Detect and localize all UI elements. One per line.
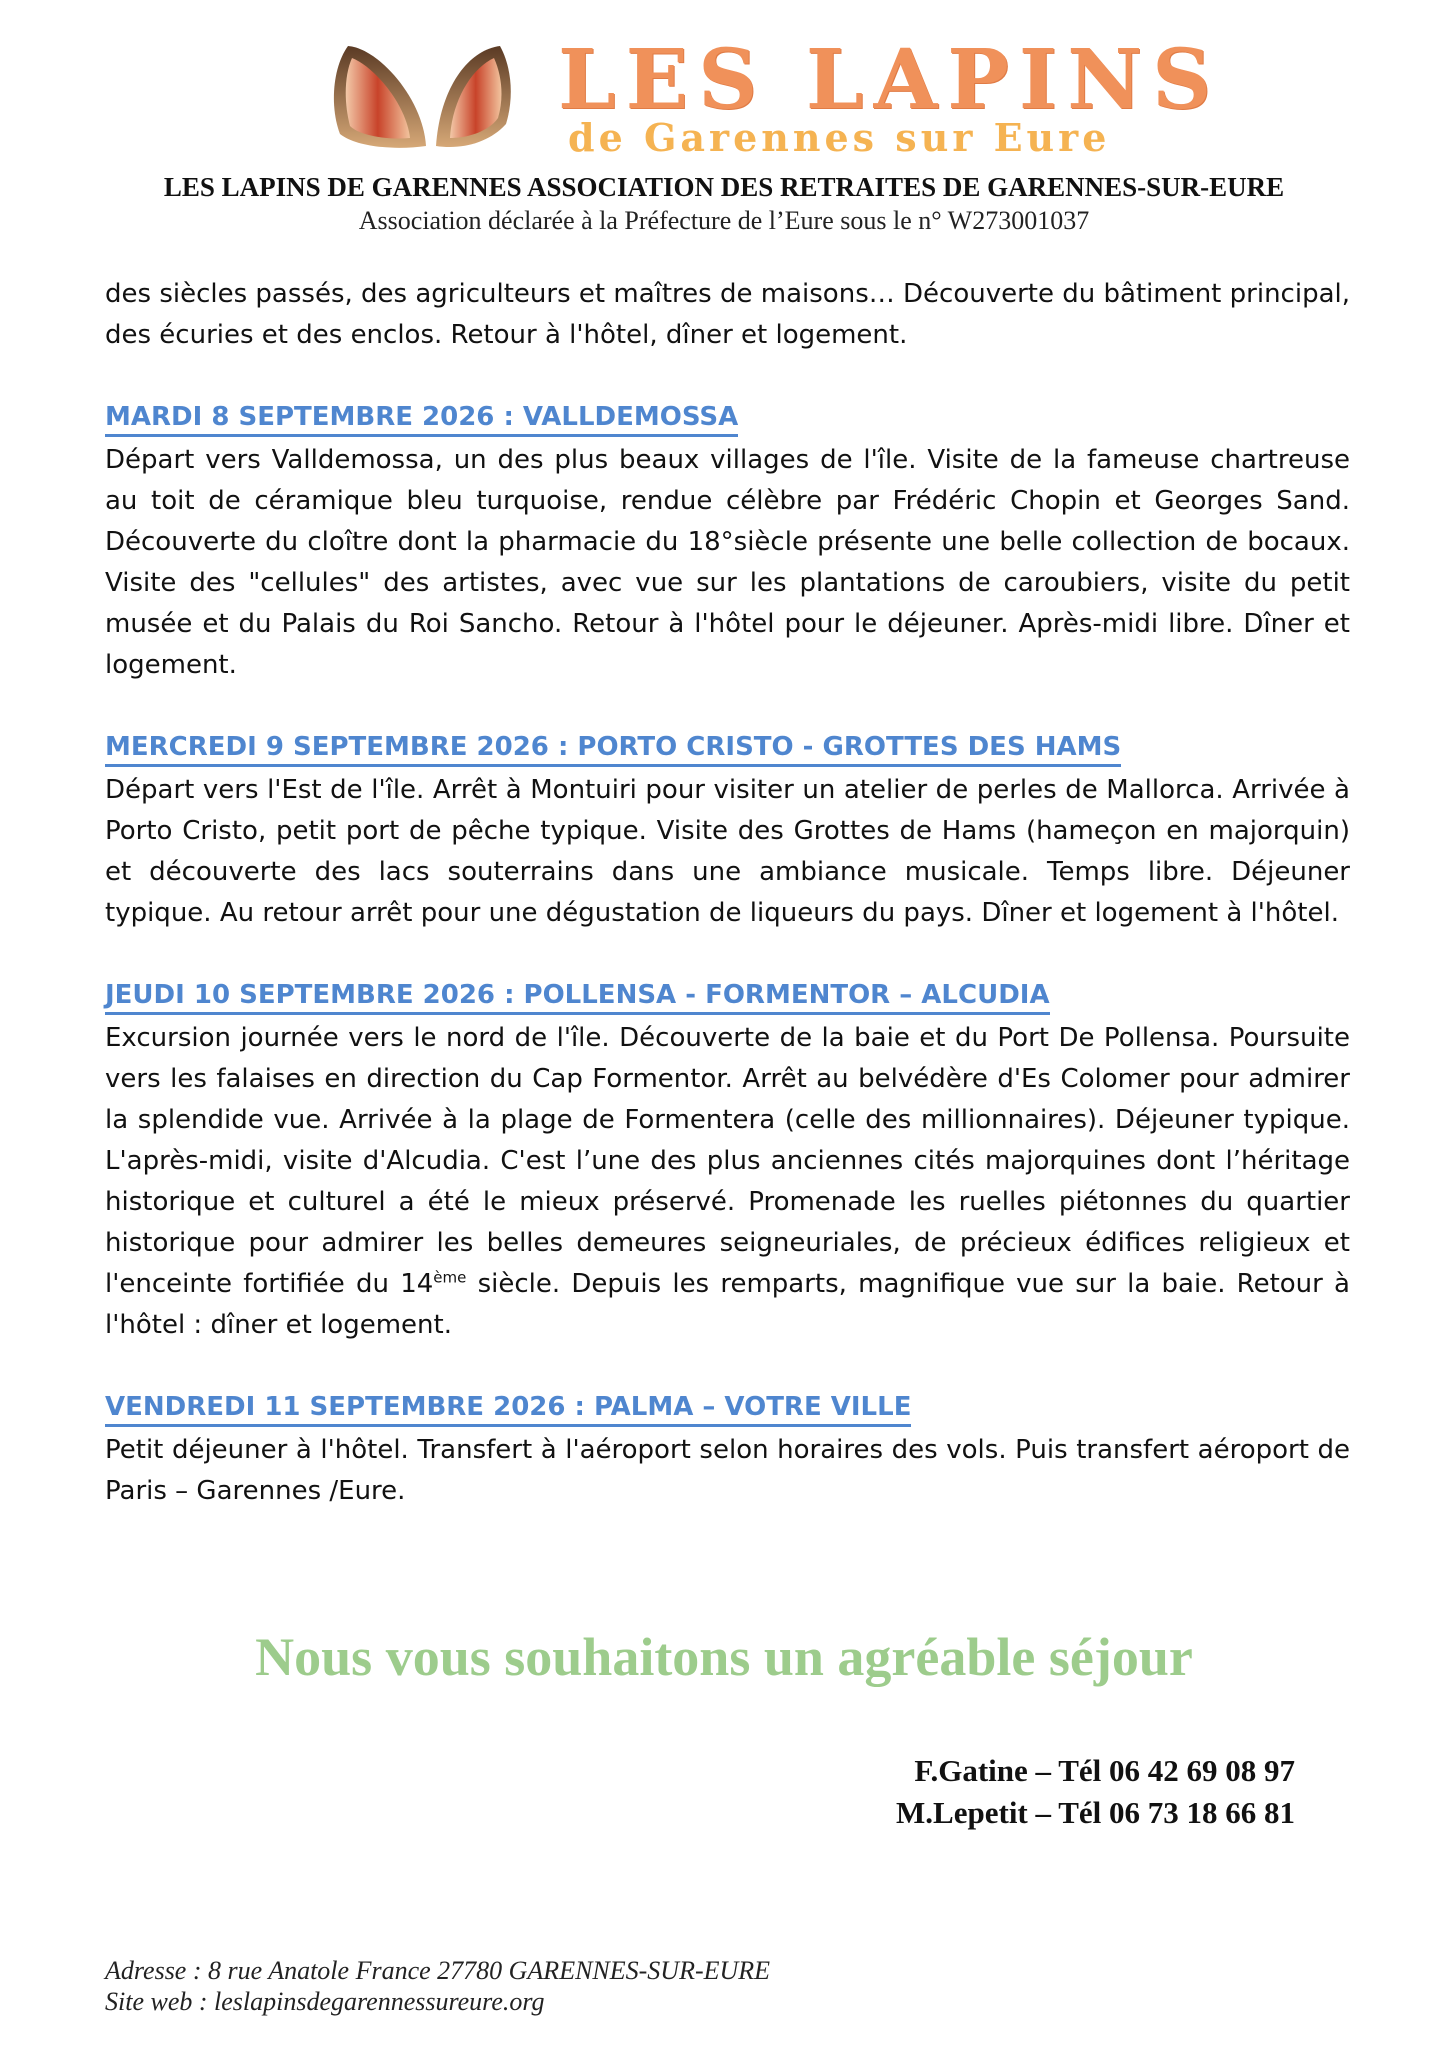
- contact-line: F.Gatine – Tél 06 42 69 08 97: [914, 1753, 1295, 1788]
- day-description: Départ vers l'Est de l'île. Arrêt à Montuiri pour visiter un atelier de perles de Mallorca. Arrivée à Porto Cristo, petit port de pêche typique. Visite des Grottes de Hams (hameçon en majorquin) et découverte des lacs souterrains dans une ambiance musicale. Temps libre. Déjeuner typique. Au retour arrêt pour une dégustation de liqueurs du pays. Dîner et logement à l'hôtel.: [105, 775, 1350, 928]
- day-title: MERCREDI 9 SEPTEMBRE 2026 : PORTO CRISTO - GROTTES DES HAMS: [105, 730, 1121, 767]
- footer-website: Site web : leslapinsdegarennessureure.org: [105, 1987, 545, 2016]
- day-section: [105, 727, 1350, 934]
- day-title: VENDREDI 11 SEPTEMBRE 2026 : PALMA – VOTRE VILLE: [105, 1390, 911, 1427]
- day-title: MARDI 8 SEPTEMBRE 2026 : VALLDEMOSSA: [105, 400, 738, 437]
- day-description-part: siècle. Depuis les remparts, magnifique vue sur la baie. Retour à l'hôtel : dîner et logement.: [105, 1269, 1350, 1340]
- logo: [318, 32, 1222, 160]
- intro-paragraph: des siècles passés, des agriculteurs et maîtres de maisons… Découverte du bâtiment principal, des écuries et des enclos. Retour à l'hôtel, dîner et logement.: [105, 279, 1350, 350]
- day-description: Départ vers Valldemossa, un des plus beaux villages de l'île. Visite de la fameuse chartreuse au toit de céramique bleu turquoise, rendue célèbre par Frédéric Chopin et Georges Sand. Découverte du cloître dont la pharmacie du 18°siècle présente une belle collection de bocaux. Visite des "cellules" des artistes, avec vue sur les plantations de caroubiers, visite du petit musée et du Palais du Roi Sancho. Retour à l'hôtel pour le déjeuner. Après-midi libre. Dîner et logement.: [105, 445, 1350, 680]
- rabbit-ears-icon: [318, 38, 518, 150]
- day-section: [105, 397, 1350, 686]
- footer: [105, 1955, 770, 2017]
- day-description: Petit déjeuner à l'hôtel. Transfert à l'aéroport selon horaires des vols. Puis transfert aéroport de Paris – Garennes /Eure.: [105, 1435, 1350, 1506]
- day-section: [105, 1387, 1350, 1512]
- day-description: [105, 1018, 1350, 1346]
- footer-address: Adresse : 8 rue Anatole France 27780 GARENNES-SUR-EURE: [105, 1956, 771, 1985]
- closing-wish: Nous vous souhaitons un agréable séjour: [255, 1627, 1193, 1687]
- contacts-block: [896, 1750, 1295, 1834]
- logo-subtitle: de Garennes sur Eure: [568, 115, 1111, 160]
- itinerary-content: [105, 274, 1350, 1553]
- day-description-part: Excursion journée vers le nord de l'île. Découverte de la baie et du Port De Pollensa. Poursuite vers les falaises en direction du Cap Formentor. Arrêt au belvédère d'Es Colomer pour admirer la splendide vue. Arrivée à la plage de Formentera (celle des millionnaires). Déjeuner typique. L'après-midi, visite d'Alcudia. C'est l’une des plus anciennes cités majorquines dont l’héritage historique et culturel a été le mieux préservé. Promenade les ruelles piétonnes du quartier historique pour admirer les belles demeures seigneuriales, de précieux édifices religieux et l'enceinte fortifiée du 14: [105, 1023, 1350, 1299]
- organization-name: LES LAPINS DE GARENNES ASSOCIATION DES RETRAITES DE GARENNES-SUR-EURE: [163, 172, 1285, 202]
- day-section: [105, 975, 1350, 1346]
- contact-line: M.Lepetit – Tél 06 73 18 66 81: [896, 1795, 1295, 1830]
- ordinal-superscript: ème: [433, 1268, 467, 1287]
- logo-title: LES LAPINS: [558, 32, 1222, 128]
- registration-line: Association déclarée à la Préfecture de l’Eure sous le n° W273001037: [358, 206, 1090, 235]
- day-title: JEUDI 10 SEPTEMBRE 2026 : POLLENSA - FORMENTOR – ALCUDIA: [105, 978, 1050, 1015]
